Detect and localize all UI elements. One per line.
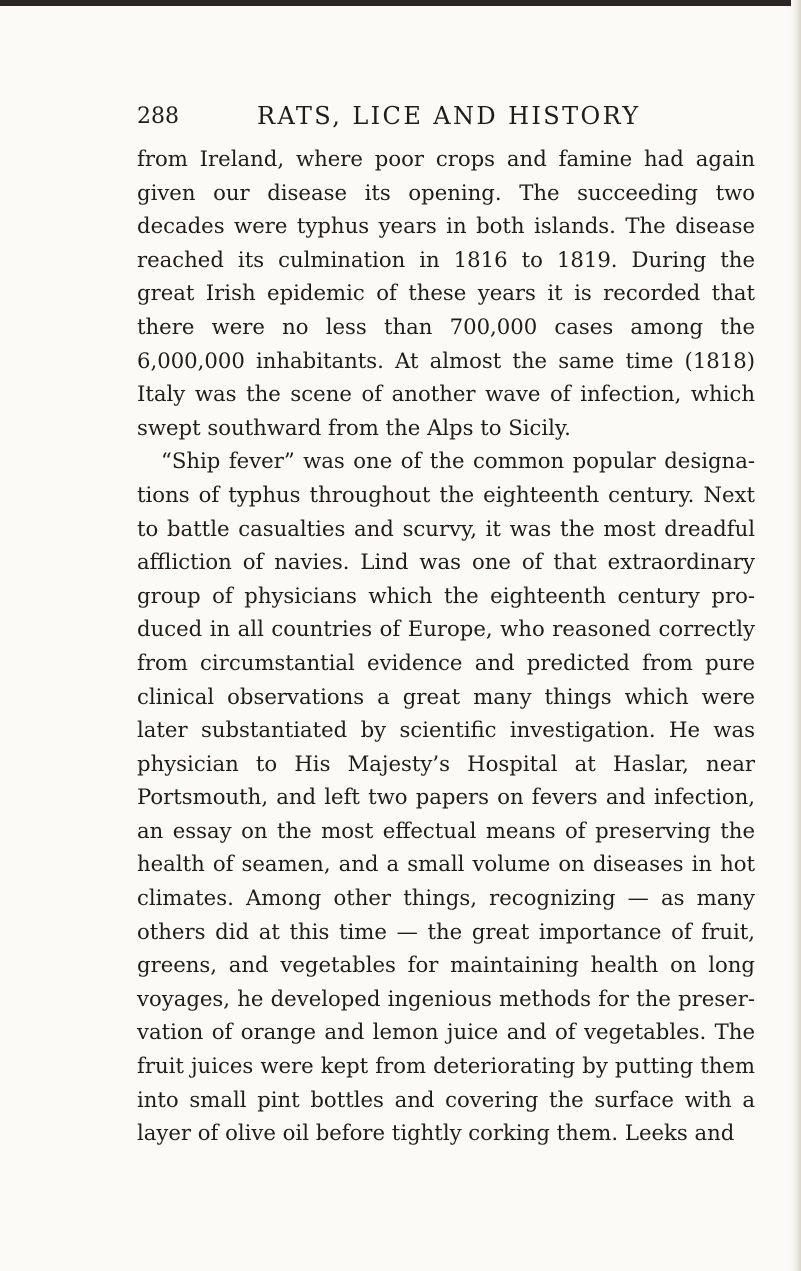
page-edge-shadow: [791, 0, 801, 1271]
body-text: [137, 142, 755, 1150]
page-number: 288: [137, 104, 179, 129]
paragraph-ship-fever: “Ship fever” was one of the common popular designa- tions of typhus throughout the eighteenth century. Next to battle casualties and scurvy, it was the most dreadful affliction of navies. Lind was one of that extraordinary group of physicians which the eighteenth century pro- duced in all countries of Europe, who reasoned correctly from circumstantial evidence and predicted from pure clinical observations a great many things which were later substantiated by scientific investigation. He was physician to His Majesty’s Hospital at Haslar, near Portsmouth, and left two papers on fevers and infection, an essay on the most effectual means of preserving the health of seamen, and a small volume on diseases in hot climates. Among other things, recognizing — as many others did at this time — the great importance of fruit, greens, and vegetables for maintaining health on long voyages, he developed ingenious methods for the preser- vation of orange and lemon juice and of vegetables. The fruit juices were kept from deteriorating by putting them into small pint bottles and covering the surface with a layer of olive oil before tightly corking them. Leeks and: [137, 448, 755, 1146]
running-head: [137, 100, 755, 142]
running-title: RATS, LICE AND HISTORY: [257, 102, 641, 130]
paragraph-continuation: from Ireland, where poor crops and famine had again given our disease its opening. The succeeding two decades were typhus years in both islands. The disease reached its culmination in 1816 to 1819. During the great Irish epidemic of these years it is recorded that there were no less than 700,000 cases among the 6,000,000 inhabitants. At almost the same time (1818) Italy was the scene of another wave of infection, which swept southward from the Alps to Sicily.: [137, 146, 755, 440]
book-page: [137, 100, 755, 1150]
top-edge-rule: [0, 0, 801, 6]
